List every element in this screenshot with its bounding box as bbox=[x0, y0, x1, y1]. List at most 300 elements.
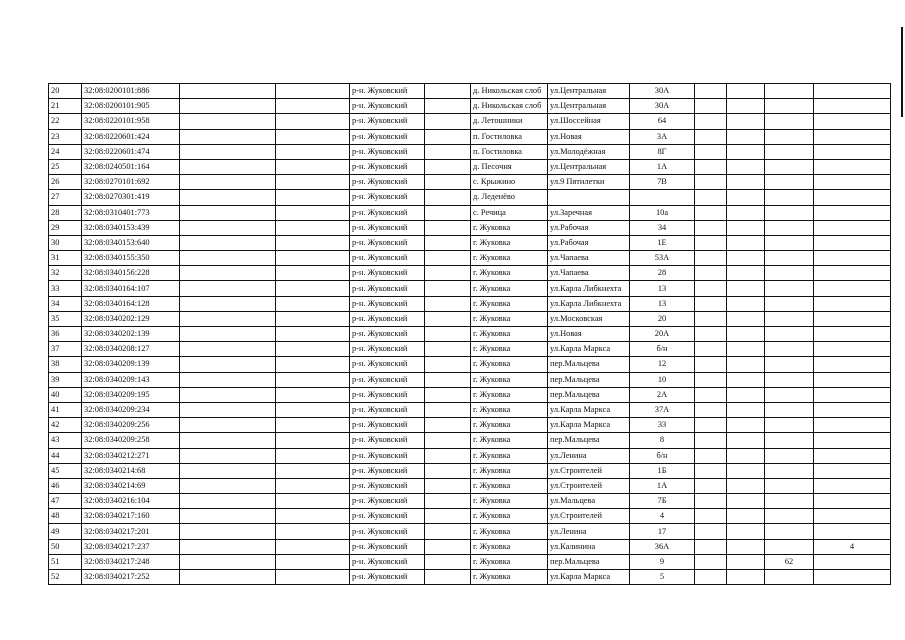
street: ул.Шоссейная bbox=[548, 114, 630, 129]
locality: г. Жуковка bbox=[471, 418, 548, 433]
district: р-н. Жуковский bbox=[350, 372, 425, 387]
empty-cell bbox=[276, 235, 350, 250]
locality: г. Жуковка bbox=[471, 463, 548, 478]
empty-cell bbox=[727, 539, 765, 554]
house-number: 1Е bbox=[630, 235, 695, 250]
empty-cell bbox=[425, 235, 471, 250]
row-number: 31 bbox=[49, 251, 82, 266]
empty-cell bbox=[425, 494, 471, 509]
empty-cell bbox=[180, 144, 276, 159]
table-row bbox=[49, 235, 891, 250]
table-row bbox=[49, 99, 891, 114]
street: ул.Рабочая bbox=[548, 220, 630, 235]
district: р-н. Жуковский bbox=[350, 159, 425, 174]
house-number: 10 bbox=[630, 372, 695, 387]
house-number: 37А bbox=[630, 402, 695, 417]
empty-cell bbox=[695, 478, 727, 493]
row-number: 32 bbox=[49, 266, 82, 281]
table-row bbox=[49, 251, 891, 266]
empty-cell bbox=[695, 570, 727, 585]
street: ул.Карла Маркса bbox=[548, 418, 630, 433]
empty-cell bbox=[727, 266, 765, 281]
row-number: 33 bbox=[49, 281, 82, 296]
empty-cell bbox=[695, 175, 727, 190]
street: ул.Карла Либкнехта bbox=[548, 281, 630, 296]
house-number: 12 bbox=[630, 357, 695, 372]
extra-value-2 bbox=[814, 570, 891, 585]
extra-value-2 bbox=[814, 235, 891, 250]
locality: г. Жуковка bbox=[471, 448, 548, 463]
district: р-н. Жуковский bbox=[350, 281, 425, 296]
empty-cell bbox=[695, 129, 727, 144]
cadastral-number: 32:08:0340156:228 bbox=[82, 266, 180, 281]
extra-value-1 bbox=[765, 433, 814, 448]
district: р-н. Жуковский bbox=[350, 463, 425, 478]
street: пер.Мальцева bbox=[548, 554, 630, 569]
cadastral-number: 32:08:0340209:234 bbox=[82, 402, 180, 417]
extra-value-2 bbox=[814, 311, 891, 326]
locality: с. Крыжино bbox=[471, 175, 548, 190]
empty-cell bbox=[180, 372, 276, 387]
cadastral-number: 32:08:0270101:692 bbox=[82, 175, 180, 190]
empty-cell bbox=[425, 114, 471, 129]
row-number: 48 bbox=[49, 509, 82, 524]
extra-value-1 bbox=[765, 387, 814, 402]
row-number: 40 bbox=[49, 387, 82, 402]
house-number: 7Б bbox=[630, 494, 695, 509]
empty-cell bbox=[425, 190, 471, 205]
locality: г. Жуковка bbox=[471, 311, 548, 326]
empty-cell bbox=[276, 220, 350, 235]
empty-cell bbox=[425, 372, 471, 387]
row-number: 52 bbox=[49, 570, 82, 585]
empty-cell bbox=[276, 144, 350, 159]
empty-cell bbox=[425, 296, 471, 311]
empty-cell bbox=[276, 448, 350, 463]
empty-cell bbox=[727, 524, 765, 539]
house-number: 8Г bbox=[630, 144, 695, 159]
district: р-н. Жуковский bbox=[350, 235, 425, 250]
empty-cell bbox=[180, 478, 276, 493]
row-number: 43 bbox=[49, 433, 82, 448]
cadastral-number: 32:08:0340209:256 bbox=[82, 418, 180, 433]
empty-cell bbox=[695, 296, 727, 311]
row-number: 26 bbox=[49, 175, 82, 190]
house-number: 8 bbox=[630, 433, 695, 448]
empty-cell bbox=[695, 327, 727, 342]
street: ул.Ленина bbox=[548, 524, 630, 539]
empty-cell bbox=[180, 84, 276, 99]
locality: г. Жуковка bbox=[471, 524, 548, 539]
district: р-н. Жуковский bbox=[350, 175, 425, 190]
empty-cell bbox=[180, 494, 276, 509]
locality: д. Никольская слоб bbox=[471, 99, 548, 114]
row-number: 23 bbox=[49, 129, 82, 144]
empty-cell bbox=[695, 205, 727, 220]
extra-value-2 bbox=[814, 494, 891, 509]
table-row bbox=[49, 524, 891, 539]
table-row bbox=[49, 205, 891, 220]
empty-cell bbox=[276, 99, 350, 114]
empty-cell bbox=[180, 114, 276, 129]
cadastral-number: 32:08:0340217:160 bbox=[82, 509, 180, 524]
empty-cell bbox=[276, 554, 350, 569]
table-row bbox=[49, 266, 891, 281]
extra-value-1 bbox=[765, 251, 814, 266]
district: р-н. Жуковский bbox=[350, 190, 425, 205]
extra-value-2 bbox=[814, 357, 891, 372]
locality: г. Жуковка bbox=[471, 478, 548, 493]
extra-value-1 bbox=[765, 205, 814, 220]
table-row bbox=[49, 570, 891, 585]
house-number: 2А bbox=[630, 387, 695, 402]
empty-cell bbox=[276, 539, 350, 554]
empty-cell bbox=[727, 402, 765, 417]
extra-value-1 bbox=[765, 266, 814, 281]
empty-cell bbox=[695, 494, 727, 509]
district: р-н. Жуковский bbox=[350, 402, 425, 417]
empty-cell bbox=[180, 433, 276, 448]
empty-cell bbox=[180, 205, 276, 220]
cadastral-number: 32:08:0340208:127 bbox=[82, 342, 180, 357]
empty-cell bbox=[425, 251, 471, 266]
empty-cell bbox=[727, 84, 765, 99]
empty-cell bbox=[695, 190, 727, 205]
empty-cell bbox=[727, 357, 765, 372]
street: ул.Московская bbox=[548, 311, 630, 326]
extra-value-2 bbox=[814, 144, 891, 159]
empty-cell bbox=[276, 478, 350, 493]
street: ул.9 Пятилетки bbox=[548, 175, 630, 190]
house-number: 30А bbox=[630, 84, 695, 99]
cadastral-number: 32:08:0220601:474 bbox=[82, 144, 180, 159]
empty-cell bbox=[276, 463, 350, 478]
row-number: 46 bbox=[49, 478, 82, 493]
house-number: 10а bbox=[630, 205, 695, 220]
empty-cell bbox=[276, 524, 350, 539]
empty-cell bbox=[276, 327, 350, 342]
empty-cell bbox=[727, 387, 765, 402]
empty-cell bbox=[695, 99, 727, 114]
empty-cell bbox=[727, 281, 765, 296]
row-number: 44 bbox=[49, 448, 82, 463]
empty-cell bbox=[727, 311, 765, 326]
locality: г. Жуковка bbox=[471, 296, 548, 311]
table-row bbox=[49, 129, 891, 144]
table-row bbox=[49, 448, 891, 463]
table-row bbox=[49, 418, 891, 433]
empty-cell bbox=[695, 311, 727, 326]
extra-value-1 bbox=[765, 478, 814, 493]
locality: г. Жуковка bbox=[471, 342, 548, 357]
street: ул.Молодёжная bbox=[548, 144, 630, 159]
extra-value-2 bbox=[814, 387, 891, 402]
empty-cell bbox=[425, 99, 471, 114]
empty-cell bbox=[180, 539, 276, 554]
extra-value-1 bbox=[765, 539, 814, 554]
district: р-н. Жуковский bbox=[350, 342, 425, 357]
street: ул.Мальцева bbox=[548, 494, 630, 509]
district: р-н. Жуковский bbox=[350, 570, 425, 585]
empty-cell bbox=[695, 114, 727, 129]
table-row bbox=[49, 554, 891, 569]
extra-value-2 bbox=[814, 205, 891, 220]
empty-cell bbox=[425, 448, 471, 463]
empty-cell bbox=[727, 296, 765, 311]
locality: г. Жуковка bbox=[471, 387, 548, 402]
empty-cell bbox=[180, 159, 276, 174]
district: р-н. Жуковский bbox=[350, 311, 425, 326]
extra-value-2 bbox=[814, 281, 891, 296]
empty-cell bbox=[180, 418, 276, 433]
locality: п. Гостиловка bbox=[471, 144, 548, 159]
empty-cell bbox=[727, 220, 765, 235]
street: пер.Мальцева bbox=[548, 387, 630, 402]
extra-value-1 bbox=[765, 342, 814, 357]
empty-cell bbox=[727, 554, 765, 569]
row-number: 21 bbox=[49, 99, 82, 114]
row-number: 24 bbox=[49, 144, 82, 159]
empty-cell bbox=[276, 114, 350, 129]
district: р-н. Жуковский bbox=[350, 357, 425, 372]
extra-value-1 bbox=[765, 220, 814, 235]
empty-cell bbox=[727, 478, 765, 493]
empty-cell bbox=[727, 159, 765, 174]
empty-cell bbox=[727, 99, 765, 114]
empty-cell bbox=[180, 311, 276, 326]
locality: г. Жуковка bbox=[471, 281, 548, 296]
empty-cell bbox=[425, 433, 471, 448]
empty-cell bbox=[180, 175, 276, 190]
cadastral-number: 32:08:0340214:68 bbox=[82, 463, 180, 478]
extra-value-2 bbox=[814, 402, 891, 417]
locality: г. Жуковка bbox=[471, 235, 548, 250]
empty-cell bbox=[695, 357, 727, 372]
empty-cell bbox=[425, 220, 471, 235]
empty-cell bbox=[425, 509, 471, 524]
street: ул.Строителей bbox=[548, 463, 630, 478]
cadastral-number: 32:08:0220101:958 bbox=[82, 114, 180, 129]
empty-cell bbox=[695, 539, 727, 554]
street: ул.Рабочая bbox=[548, 235, 630, 250]
empty-cell bbox=[695, 433, 727, 448]
empty-cell bbox=[695, 159, 727, 174]
table-row bbox=[49, 463, 891, 478]
empty-cell bbox=[425, 539, 471, 554]
empty-cell bbox=[276, 84, 350, 99]
empty-cell bbox=[180, 251, 276, 266]
table-row bbox=[49, 494, 891, 509]
empty-cell bbox=[425, 327, 471, 342]
empty-cell bbox=[425, 418, 471, 433]
table-row bbox=[49, 84, 891, 99]
district: р-н. Жуковский bbox=[350, 266, 425, 281]
table-row bbox=[49, 372, 891, 387]
locality: г. Жуковка bbox=[471, 266, 548, 281]
cadastral-number: 32:08:0340155:350 bbox=[82, 251, 180, 266]
extra-value-2 bbox=[814, 266, 891, 281]
empty-cell bbox=[425, 266, 471, 281]
empty-cell bbox=[695, 235, 727, 250]
cadastral-number: 32:08:0340164:128 bbox=[82, 296, 180, 311]
cadastral-number: 32:08:0340209:143 bbox=[82, 372, 180, 387]
house-number: 64 bbox=[630, 114, 695, 129]
empty-cell bbox=[695, 220, 727, 235]
empty-cell bbox=[695, 387, 727, 402]
cadastral-number: 32:08:0340216:104 bbox=[82, 494, 180, 509]
empty-cell bbox=[425, 387, 471, 402]
extra-value-2 bbox=[814, 84, 891, 99]
empty-cell bbox=[180, 220, 276, 235]
cadastral-number: 32:08:0340153:439 bbox=[82, 220, 180, 235]
street: ул.Карла Либкнехта bbox=[548, 296, 630, 311]
table-row bbox=[49, 190, 891, 205]
cadastral-table bbox=[48, 83, 891, 585]
house-number: 1А bbox=[630, 478, 695, 493]
table-row bbox=[49, 159, 891, 174]
empty-cell bbox=[180, 190, 276, 205]
empty-cell bbox=[425, 311, 471, 326]
house-number: б/н bbox=[630, 342, 695, 357]
empty-cell bbox=[180, 266, 276, 281]
extra-value-2 bbox=[814, 342, 891, 357]
street: ул.Чапаева bbox=[548, 251, 630, 266]
extra-value-1 bbox=[765, 84, 814, 99]
locality: г. Жуковка bbox=[471, 372, 548, 387]
extra-value-2 bbox=[814, 114, 891, 129]
empty-cell bbox=[276, 372, 350, 387]
empty-cell bbox=[695, 524, 727, 539]
empty-cell bbox=[180, 387, 276, 402]
row-number: 30 bbox=[49, 235, 82, 250]
empty-cell bbox=[276, 357, 350, 372]
row-number: 35 bbox=[49, 311, 82, 326]
extra-value-1 bbox=[765, 190, 814, 205]
cadastral-number: 32:08:0340164:107 bbox=[82, 281, 180, 296]
empty-cell bbox=[425, 175, 471, 190]
empty-cell bbox=[276, 251, 350, 266]
street: пер.Мальцева bbox=[548, 357, 630, 372]
empty-cell bbox=[276, 387, 350, 402]
empty-cell bbox=[425, 84, 471, 99]
empty-cell bbox=[180, 357, 276, 372]
extra-value-1 bbox=[765, 159, 814, 174]
extra-value-1 bbox=[765, 235, 814, 250]
row-number: 47 bbox=[49, 494, 82, 509]
empty-cell bbox=[727, 129, 765, 144]
empty-cell bbox=[180, 554, 276, 569]
empty-cell bbox=[695, 266, 727, 281]
house-number: 53А bbox=[630, 251, 695, 266]
house-number: 9 bbox=[630, 554, 695, 569]
empty-cell bbox=[695, 554, 727, 569]
table-row bbox=[49, 402, 891, 417]
empty-cell bbox=[695, 84, 727, 99]
cadastral-number: 32:08:0200101:905 bbox=[82, 99, 180, 114]
empty-cell bbox=[180, 281, 276, 296]
street: пер.Мальцева bbox=[548, 372, 630, 387]
extra-value-2 bbox=[814, 220, 891, 235]
extra-value-2 bbox=[814, 372, 891, 387]
empty-cell bbox=[727, 251, 765, 266]
empty-cell bbox=[727, 494, 765, 509]
row-number: 50 bbox=[49, 539, 82, 554]
extra-value-1 bbox=[765, 311, 814, 326]
empty-cell bbox=[180, 509, 276, 524]
district: р-н. Жуковский bbox=[350, 478, 425, 493]
house-number: 3А bbox=[630, 129, 695, 144]
extra-value-2 bbox=[814, 433, 891, 448]
table-row bbox=[49, 114, 891, 129]
locality: д. Леденёво bbox=[471, 190, 548, 205]
extra-value-1 bbox=[765, 357, 814, 372]
district: р-н. Жуковский bbox=[350, 84, 425, 99]
street: ул.Центральная bbox=[548, 84, 630, 99]
empty-cell bbox=[727, 570, 765, 585]
table-row bbox=[49, 311, 891, 326]
empty-cell bbox=[425, 357, 471, 372]
street: ул.Центральная bbox=[548, 99, 630, 114]
empty-cell bbox=[727, 205, 765, 220]
cadastral-number: 32:08:0340217:248 bbox=[82, 554, 180, 569]
row-number: 22 bbox=[49, 114, 82, 129]
empty-cell bbox=[727, 114, 765, 129]
locality: п. Гостиловка bbox=[471, 129, 548, 144]
empty-cell bbox=[276, 570, 350, 585]
table-row bbox=[49, 539, 891, 554]
district: р-н. Жуковский bbox=[350, 494, 425, 509]
cadastral-number: 32:08:0340217:252 bbox=[82, 570, 180, 585]
locality: д. Никольская слоб bbox=[471, 84, 548, 99]
table-row bbox=[49, 509, 891, 524]
table-row bbox=[49, 220, 891, 235]
street: ул.Ленина bbox=[548, 448, 630, 463]
table-row bbox=[49, 144, 891, 159]
house-number: 28 bbox=[630, 266, 695, 281]
empty-cell bbox=[695, 509, 727, 524]
locality: г. Жуковка bbox=[471, 220, 548, 235]
street: ул.Карла Маркса bbox=[548, 570, 630, 585]
cadastral-number: 32:08:0340153:640 bbox=[82, 235, 180, 250]
street: ул.Новая bbox=[548, 327, 630, 342]
house-number: 1Б bbox=[630, 463, 695, 478]
empty-cell bbox=[695, 144, 727, 159]
empty-cell bbox=[276, 402, 350, 417]
district: р-н. Жуковский bbox=[350, 205, 425, 220]
empty-cell bbox=[276, 418, 350, 433]
empty-cell bbox=[276, 129, 350, 144]
extra-value-2 bbox=[814, 190, 891, 205]
row-number: 20 bbox=[49, 84, 82, 99]
locality: д. Песочня bbox=[471, 159, 548, 174]
extra-value-2 bbox=[814, 509, 891, 524]
empty-cell bbox=[276, 433, 350, 448]
empty-cell bbox=[727, 144, 765, 159]
empty-cell bbox=[276, 175, 350, 190]
district: р-н. Жуковский bbox=[350, 433, 425, 448]
cadastral-number: 32:08:0340209:258 bbox=[82, 433, 180, 448]
locality: г. Жуковка bbox=[471, 494, 548, 509]
page-edge-mark bbox=[901, 27, 903, 117]
cadastral-number: 32:08:0340209:195 bbox=[82, 387, 180, 402]
extra-value-2 bbox=[814, 327, 891, 342]
row-number: 37 bbox=[49, 342, 82, 357]
row-number: 49 bbox=[49, 524, 82, 539]
extra-value-2 bbox=[814, 463, 891, 478]
empty-cell bbox=[180, 402, 276, 417]
empty-cell bbox=[276, 311, 350, 326]
empty-cell bbox=[727, 327, 765, 342]
